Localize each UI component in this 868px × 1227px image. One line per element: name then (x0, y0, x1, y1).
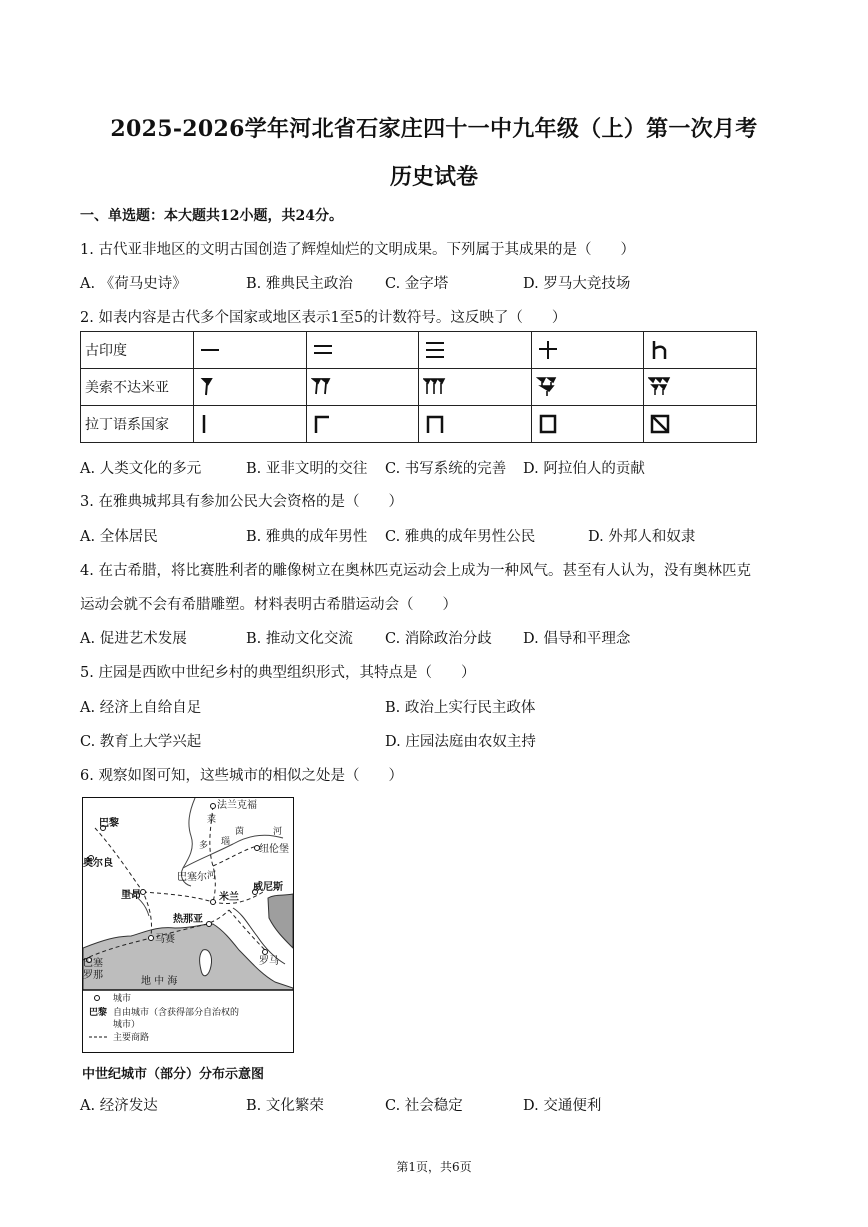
latin-2-glyph (306, 406, 419, 443)
map-label-genoa: 热那亚 (173, 914, 203, 925)
exam-title-line1: 2025-2026学年河北省石家庄四十一中九年级（上）第一次月考 (110, 116, 758, 142)
question-4-option-b[interactable]: B. 推动文化交流 (246, 631, 353, 647)
question-1-option-d[interactable]: D. 罗马大竞技场 (523, 276, 631, 292)
map-label-barcelona-2: 罗那 (83, 970, 103, 981)
map-label-rome: 罗马 (259, 956, 279, 967)
medieval-cities-map (82, 797, 294, 1053)
question-3-option-d[interactable]: D. 外邦人和奴隶 (588, 529, 696, 545)
counting-symbols-table (80, 331, 757, 443)
legend-free-city-line1: 自由城市（含获得部分自治权的 (113, 1008, 240, 1018)
cuneiform-5-glyph (644, 369, 757, 406)
latin-4-glyph (531, 406, 644, 443)
question-5-option-d[interactable]: D. 庄园法庭由农奴主持 (385, 734, 536, 750)
legend-route: 主要商路 (113, 1033, 150, 1043)
latin-3-glyph (419, 406, 532, 443)
question-2-option-b[interactable]: B. 亚非文明的交往 (246, 461, 368, 477)
map-river-rhine2: 茵 (235, 827, 245, 837)
legend-city: 城市 (113, 994, 132, 1004)
legend-free-city-sample: 巴黎 (89, 1008, 108, 1018)
map-river-danube-a: 多 (199, 841, 209, 851)
exam-title-line2: 历史试卷 (389, 164, 478, 190)
question-6-option-b[interactable]: B. 文化繁荣 (246, 1098, 324, 1114)
question-4-option-c[interactable]: C. 消除政治分歧 (385, 631, 492, 647)
map-label-nuremberg: 纽伦堡 (259, 844, 289, 855)
map-river-danube-c: 河 (273, 827, 283, 837)
row-label: 美索不达米亚 (81, 369, 194, 406)
map-river-danube-b: 瑙 (221, 837, 231, 847)
question-4-option-d[interactable]: D. 倡导和平理念 (523, 631, 631, 647)
india-1-glyph (194, 332, 307, 369)
map-label-milan: 米兰 (219, 892, 239, 903)
cuneiform-2-glyph (306, 369, 419, 406)
question-6-option-d[interactable]: D. 交通便利 (523, 1098, 602, 1114)
cuneiform-1-glyph (194, 369, 307, 406)
map-label-basel: 巴塞尔 (177, 872, 207, 883)
question-1-option-c[interactable]: C. 金字塔 (385, 276, 449, 292)
question-5-option-b[interactable]: B. 政治上实行民主政体 (385, 700, 536, 716)
question-3-option-c[interactable]: C. 雅典的成年男性公民 (385, 529, 536, 545)
india-2-glyph (306, 332, 419, 369)
question-1-option-a[interactable]: A. 《荷马史诗》 (80, 276, 187, 292)
row-label: 拉丁语系国家 (81, 406, 194, 443)
map-label-frankfurt: 法兰克福 (217, 800, 257, 811)
question-4-stem-line1: 4. 在古希腊，将比赛胜利者的雕像树立在奥林匹克运动会上成为一种风气。甚至有人认为，没有奥林匹克 (80, 563, 751, 579)
question-6-option-c[interactable]: C. 社会稳定 (385, 1098, 463, 1114)
map-river-rhine: 莱 (207, 815, 217, 825)
india-4-glyph (531, 332, 644, 369)
question-5-stem: 5. 庄园是西欧中世纪乡村的典型组织形式，其特点是（ ） (80, 665, 476, 681)
table-row (81, 406, 757, 443)
question-2-option-d[interactable]: D. 阿拉伯人的贡献 (523, 461, 645, 477)
question-2-stem: 2. 如表内容是古代多个国家或地区表示1至5的计数符号。这反映了（ ） (80, 310, 567, 326)
question-3-stem: 3. 在雅典城邦具有参加公民大会资格的是（ ） (80, 494, 403, 510)
india-5-glyph (644, 332, 757, 369)
cuneiform-4-glyph (531, 369, 644, 406)
question-3-option-a[interactable]: A. 全体居民 (80, 529, 158, 545)
legend-free-city-line2: 城市） (113, 1020, 141, 1030)
map-label-orleans: 奥尔良 (83, 858, 113, 869)
question-5-option-c[interactable]: C. 教育上大学兴起 (80, 734, 202, 750)
question-6-stem: 6. 观察如图可知，这些城市的相似之处是（ ） (80, 768, 403, 784)
table-row (81, 332, 757, 369)
question-5-option-a[interactable]: A. 经济上自给自足 (80, 700, 202, 716)
question-4-stem-line2: 运动会就不会有希腊雕塑。材料表明古希腊运动会（ ） (80, 597, 457, 613)
question-3-option-b[interactable]: B. 雅典的成年男性 (246, 529, 368, 545)
question-1-option-b[interactable]: B. 雅典民主政治 (246, 276, 353, 292)
page-footer: 第1页，共6页 (396, 1160, 472, 1174)
latin-1-glyph (194, 406, 307, 443)
section-heading: 一、单选题：本大题共12小题，共24分。 (80, 208, 343, 224)
map-sea-label: 地 中 海 (141, 976, 178, 987)
map-label-lyon: 里昂 (121, 890, 141, 901)
latin-5-glyph (644, 406, 757, 443)
map-caption: 中世纪城市（部分）分布示意图 (82, 1067, 265, 1082)
question-1-stem: 1. 古代亚非地区的文明古国创造了辉煌灿烂的文明成果。下列属于其成果的是（ ） (80, 242, 635, 258)
map-label-barcelona-1: 巴塞 (83, 958, 103, 969)
cuneiform-3-glyph (419, 369, 532, 406)
map-label-marseille: 马赛 (155, 934, 175, 945)
question-4-option-a[interactable]: A. 促进艺术发展 (80, 631, 187, 647)
table-row (81, 369, 757, 406)
row-label: 古印度 (81, 332, 194, 369)
map-river-danube-d: 河 (207, 871, 217, 881)
question-2-option-a[interactable]: A. 人类文化的多元 (80, 461, 202, 477)
india-3-glyph (419, 332, 532, 369)
question-2-option-c[interactable]: C. 书写系统的完善 (385, 461, 507, 477)
question-6-option-a[interactable]: A. 经济发达 (80, 1098, 158, 1114)
map-label-venice: 威尼斯 (253, 882, 283, 893)
map-label-paris: 巴黎 (99, 818, 119, 829)
